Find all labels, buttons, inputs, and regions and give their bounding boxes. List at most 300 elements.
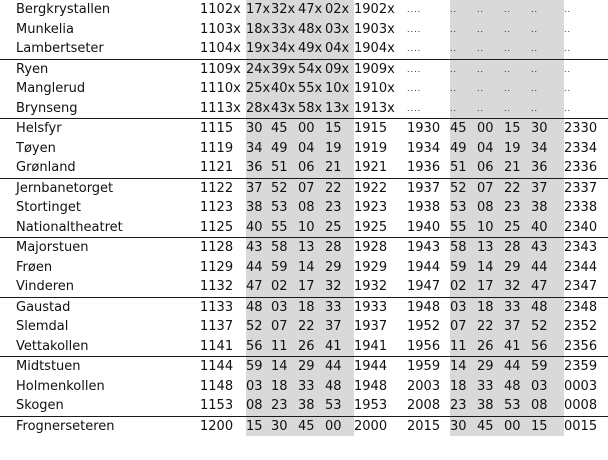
departure-time-cell: 34 (246, 139, 271, 159)
departure-time-cell: 13 (477, 238, 504, 258)
departure-time-cell: 14 (477, 258, 504, 278)
stop-name: Manglerud (16, 81, 86, 96)
table-row (0, 337, 608, 357)
departure-time-cell: 00 (477, 119, 504, 139)
departure-time-cell: 26 (298, 337, 325, 357)
departure-time-cell: .... (407, 44, 422, 53)
departure-time-cell: 48x (298, 20, 325, 40)
stop-name: Majorstuen (0, 238, 200, 258)
departure-time-cell: 33x (271, 20, 298, 40)
table-row (0, 317, 608, 337)
departure-time-cell: 1115 (200, 119, 246, 139)
departure-time-cell: 14 (450, 357, 477, 377)
departure-time-cell: 47x (298, 0, 325, 20)
departure-time-cell: 1959 (407, 357, 450, 377)
departure-time-cell: 08 (531, 396, 564, 416)
departure-time-cell: 1137 (200, 319, 234, 334)
departure-time-cell: 29 (477, 357, 504, 377)
departure-time-cell: 09x (325, 59, 354, 79)
departure-time-cell: 38 (246, 198, 271, 218)
departure-time-cell: 18 (450, 377, 477, 397)
departure-time-cell: 07 (477, 178, 504, 198)
departure-time-cell: 33 (504, 297, 531, 317)
table-row (0, 39, 608, 59)
stop-name: Bergkrystallen (16, 2, 111, 17)
departure-time-cell: 11 (271, 337, 298, 357)
departure-time-cell: 26 (477, 337, 504, 357)
table-row (0, 178, 608, 198)
departure-time-cell: 2359 (564, 357, 608, 377)
stop-name: Frognerseteren (0, 416, 200, 436)
departure-time-cell: 30 (246, 119, 271, 139)
departure-time-cell: 07 (271, 317, 298, 337)
departure-time-cell: 33 (325, 297, 354, 317)
table-row (0, 20, 608, 40)
departure-time-cell: 1953 (354, 398, 388, 413)
departure-time-cell: 1123 (200, 200, 234, 215)
departure-time-cell: 29 (298, 357, 325, 377)
departure-time-cell: 29 (325, 258, 354, 278)
stop-name: Brynseng (16, 100, 78, 116)
departure-time-cell: 1902x (354, 2, 395, 17)
departure-time-cell: 1129 (200, 259, 234, 275)
departure-time-cell: 22 (325, 178, 354, 198)
departure-time-cell: 13 (298, 238, 325, 258)
departure-time-cell: 1109x (200, 59, 246, 79)
departure-time-cell: 28 (325, 238, 354, 258)
table-row (0, 238, 608, 258)
departure-time-cell: 53 (271, 198, 298, 218)
departure-time-cell: 22 (477, 317, 504, 337)
departure-time-cell: 03 (246, 377, 271, 397)
departure-time-cell: 1128 (200, 238, 246, 258)
table-row (0, 357, 608, 377)
departure-time-cell: 1948 (354, 378, 388, 394)
departure-time-cell: 1125 (200, 219, 234, 235)
departure-time-cell: 1915 (354, 119, 407, 139)
departure-time-cell: 44 (325, 357, 354, 377)
departure-time-cell: 45 (271, 119, 298, 139)
departure-time-cell: .. (450, 59, 477, 79)
departure-time-cell: .... (407, 5, 422, 14)
departure-time-cell: .. (564, 59, 608, 79)
departure-time-cell: 59 (271, 258, 298, 278)
departure-time-cell: 36 (531, 158, 564, 178)
departure-time-cell: 55 (271, 218, 298, 238)
departure-time-cell: 1933 (354, 297, 407, 317)
departure-time-cell: 15 (504, 119, 531, 139)
departure-time-cell: 2348 (564, 297, 608, 317)
departure-time-cell: 49 (271, 139, 298, 159)
departure-time-cell: .. (564, 44, 572, 53)
table-row (0, 258, 608, 278)
departure-time-cell: 1104x (200, 41, 241, 56)
departure-time-cell: 22 (504, 178, 531, 198)
departure-time-cell: 38 (298, 396, 325, 416)
table-row (0, 396, 608, 416)
departure-time-cell: 37 (504, 317, 531, 337)
departure-time-cell: 41 (325, 337, 354, 357)
departure-time-cell: 25 (504, 218, 531, 238)
departure-time-cell: 06 (298, 158, 325, 178)
departure-time-cell: .. (477, 20, 504, 40)
departure-time-cell: 56 (531, 337, 564, 357)
departure-time-cell: 38 (477, 396, 504, 416)
departure-time-cell: 1938 (407, 200, 441, 215)
departure-time-cell: 53 (325, 396, 354, 416)
departure-time-cell: 1921 (354, 160, 388, 175)
departure-time-cell: 53 (504, 396, 531, 416)
departure-time-cell: 04 (298, 139, 325, 159)
departure-time-cell: 15 (246, 416, 271, 436)
departure-time-cell: 40x (271, 79, 298, 99)
departure-time-cell: 15 (325, 119, 354, 139)
departure-time-cell: 1903x (354, 21, 395, 37)
departure-time-cell: 1148 (200, 378, 234, 394)
departure-time-cell: 56 (246, 337, 271, 357)
departure-time-cell: 1200 (200, 416, 246, 436)
stop-name: Holmenkollen (16, 378, 105, 394)
departure-time-cell: 43 (531, 238, 564, 258)
departure-time-cell: 1103x (200, 21, 241, 37)
departure-time-cell: 1940 (407, 219, 441, 235)
departure-time-cell: 2343 (564, 238, 608, 258)
departure-time-cell: 47 (531, 277, 564, 297)
departure-time-cell: 03x (325, 20, 354, 40)
departure-time-cell: .. (564, 103, 572, 113)
departure-time-cell: 1925 (354, 219, 388, 235)
departure-time-cell: .. (450, 79, 477, 99)
table-row (0, 198, 608, 218)
departure-time-cell: .. (477, 39, 504, 59)
departure-time-cell: 11 (450, 337, 477, 357)
departure-time-cell: .... (407, 84, 422, 93)
departure-time-cell: 2336 (564, 160, 598, 175)
departure-time-cell: 48 (504, 377, 531, 397)
table-row (0, 158, 608, 178)
departure-time-cell: .. (531, 0, 564, 20)
departure-time-cell: 1930 (407, 119, 450, 139)
table-row (0, 139, 608, 159)
departure-time-cell: 1922 (354, 178, 407, 198)
departure-time-cell: 18 (298, 297, 325, 317)
departure-time-cell: 30 (531, 119, 564, 139)
stop-name: Stortinget (16, 200, 81, 215)
departure-time-cell: 1110x (200, 81, 241, 96)
departure-time-cell: 1102x (200, 2, 241, 17)
departure-time-cell: 58 (450, 238, 477, 258)
departure-time-cell: 00 (504, 416, 531, 436)
stop-name: Helsfyr (0, 119, 200, 139)
departure-time-cell: 37 (325, 317, 354, 337)
departure-time-cell: 44 (246, 258, 271, 278)
departure-time-cell: 1119 (200, 140, 234, 156)
departure-time-cell: 34x (271, 39, 298, 59)
departure-time-cell: 47 (246, 277, 271, 297)
departure-time-cell: 23 (271, 396, 298, 416)
departure-time-cell: 1923 (354, 200, 388, 215)
departure-time-cell: 25 (325, 218, 354, 238)
departure-time-cell: 48 (246, 297, 271, 317)
departure-time-cell: 2337 (564, 178, 608, 198)
departure-time-cell: 51 (271, 158, 298, 178)
departure-time-cell: 1956 (407, 338, 441, 354)
stop-name: Gaustad (0, 297, 200, 317)
departure-time-cell: 03 (271, 297, 298, 317)
departure-time-cell: 44 (504, 357, 531, 377)
departure-time-cell: 32 (325, 277, 354, 297)
departure-time-cell: 45 (298, 416, 325, 436)
departure-time-cell: 10 (298, 218, 325, 238)
table-row (0, 59, 608, 79)
departure-time-cell: 58x (298, 99, 325, 119)
departure-time-cell: 23 (450, 396, 477, 416)
departure-time-cell: 29 (504, 258, 531, 278)
departure-time-cell: 0015 (564, 416, 608, 436)
departure-time-cell: 48 (325, 377, 354, 397)
departure-time-cell: 14 (271, 357, 298, 377)
departure-time-cell: 33 (298, 377, 325, 397)
departure-time-cell: 00 (325, 416, 354, 436)
departure-time-cell: 19x (246, 39, 271, 59)
departure-time-cell: 1113x (200, 100, 241, 116)
departure-time-cell: .. (477, 59, 504, 79)
departure-time-cell: 10x (325, 79, 354, 99)
departure-time-cell: 1144 (200, 357, 246, 377)
departure-time-cell: 21 (325, 158, 354, 178)
departure-time-cell: .... (407, 59, 450, 79)
departure-time-cell: 2356 (564, 338, 598, 354)
departure-time-cell: 1141 (200, 338, 234, 354)
departure-time-cell: 2340 (564, 219, 598, 235)
departure-time-cell: 58 (271, 238, 298, 258)
departure-time-cell: 48 (531, 297, 564, 317)
departure-time-cell: 24x (246, 59, 271, 79)
departure-time-cell: 43 (246, 238, 271, 258)
departure-time-cell: 2003 (407, 378, 441, 394)
departure-time-cell: 1943 (407, 238, 450, 258)
departure-time-cell: 1944 (354, 357, 407, 377)
departure-time-cell: 18 (477, 297, 504, 317)
stop-name: Skogen (16, 398, 64, 413)
departure-time-cell: .. (531, 79, 564, 99)
departure-time-cell: 1153 (200, 398, 234, 413)
departure-time-cell: 1937 (407, 178, 450, 198)
departure-time-cell: 1952 (407, 319, 441, 334)
departure-time-cell: .. (477, 79, 504, 99)
departure-time-cell: 17x (246, 0, 271, 20)
stop-name: Midtstuen (0, 357, 200, 377)
departure-time-cell: .. (504, 79, 531, 99)
departure-time-cell: .. (564, 84, 572, 93)
departure-time-cell: 07 (298, 178, 325, 198)
departure-time-cell: 03 (531, 377, 564, 397)
departure-time-cell: 1909x (354, 59, 407, 79)
departure-time-cell: .. (477, 0, 504, 20)
departure-time-cell: 1937 (354, 319, 388, 334)
departure-time-cell: 55x (298, 79, 325, 99)
departure-time-cell: .. (531, 39, 564, 59)
departure-time-cell: 43x (271, 99, 298, 119)
departure-time-cell: .. (564, 24, 572, 34)
departure-time-cell: 0003 (564, 378, 598, 394)
departure-time-cell: 2330 (564, 119, 608, 139)
departure-time-cell: .. (450, 20, 477, 40)
departure-time-cell: 08 (298, 198, 325, 218)
departure-time-cell: .. (531, 59, 564, 79)
departure-time-cell: 40 (246, 218, 271, 238)
departure-time-cell: 39x (271, 59, 298, 79)
departure-time-cell: 04 (477, 139, 504, 159)
departure-time-cell: 59 (450, 258, 477, 278)
departure-time-cell: .. (504, 39, 531, 59)
departure-time-cell: .. (504, 99, 531, 119)
departure-time-cell: 2000 (354, 416, 407, 436)
departure-time-cell: 19 (325, 139, 354, 159)
departure-time-cell: 1936 (407, 160, 441, 175)
departure-time-cell: .. (531, 20, 564, 40)
departure-time-cell: .. (450, 99, 477, 119)
stop-name: Munkelia (16, 21, 74, 37)
departure-time-cell: 18 (271, 377, 298, 397)
departure-time-cell: 2338 (564, 200, 598, 215)
departure-time-cell: 14 (298, 258, 325, 278)
departure-time-cell: 30 (271, 416, 298, 436)
departure-time-cell: 22 (298, 317, 325, 337)
departure-time-cell: 02 (271, 277, 298, 297)
departure-time-cell: 2352 (564, 319, 598, 334)
departure-time-cell: 03 (450, 297, 477, 317)
departure-time-cell: 1913x (354, 100, 395, 116)
table-row (0, 79, 608, 99)
table-row (0, 99, 608, 119)
departure-time-cell: 23 (325, 198, 354, 218)
departure-time-cell: 45 (450, 119, 477, 139)
departure-time-cell: 2015 (407, 416, 450, 436)
departure-time-cell: .. (477, 99, 504, 119)
departure-time-cell: 52 (450, 178, 477, 198)
departure-time-cell: .. (531, 99, 564, 119)
stop-name: Ryen (0, 59, 200, 79)
departure-time-cell: 1132 (200, 279, 234, 294)
departure-time-cell: 52 (271, 178, 298, 198)
stop-name: Lambertseter (16, 41, 104, 56)
stop-name: Jernbanetorget (0, 178, 200, 198)
stop-name: Tøyen (16, 140, 56, 156)
table-row (0, 377, 608, 397)
departure-time-cell: 1948 (407, 297, 450, 317)
departure-time-cell: 13x (325, 99, 354, 119)
departure-time-cell: 02x (325, 0, 354, 20)
departure-time-cell: 34 (531, 139, 564, 159)
departure-time-cell: 0008 (564, 398, 598, 413)
departure-time-cell: 1121 (200, 160, 234, 175)
departure-time-cell: 02 (450, 277, 477, 297)
departure-time-cell: .... (407, 24, 422, 34)
departure-time-cell: 32x (271, 0, 298, 20)
departure-time-cell: .. (564, 5, 572, 14)
departure-time-cell: 19 (504, 139, 531, 159)
departure-time-cell: 1910x (354, 81, 395, 96)
departure-time-cell: 38 (531, 198, 564, 218)
departure-time-cell: 28 (504, 238, 531, 258)
departure-time-cell: 06 (477, 158, 504, 178)
departure-time-cell: 1133 (200, 297, 246, 317)
table-row (0, 0, 608, 20)
departure-time-cell: 55 (450, 218, 477, 238)
stop-name: Nationaltheatret (16, 219, 123, 235)
departure-time-cell: 1932 (354, 279, 388, 294)
departure-time-cell: 40 (531, 218, 564, 238)
departure-time-cell: 49 (450, 139, 477, 159)
stop-name: Vinderen (16, 279, 75, 294)
departure-time-cell: 1934 (407, 140, 441, 156)
departure-time-cell: 52 (246, 317, 271, 337)
departure-time-cell: .. (450, 0, 477, 20)
departure-time-cell: .. (504, 20, 531, 40)
departure-time-cell: 07 (450, 317, 477, 337)
departure-time-cell: 59 (246, 357, 271, 377)
departure-time-cell: 2008 (407, 398, 441, 413)
departure-time-cell: 2334 (564, 140, 598, 156)
departure-time-cell: 54x (298, 59, 325, 79)
departure-time-cell: 30 (450, 416, 477, 436)
departure-time-cell: 32 (504, 277, 531, 297)
departure-time-cell: .. (450, 39, 477, 59)
table-row (0, 297, 608, 317)
departure-time-cell: 17 (477, 277, 504, 297)
departure-time-cell: 37 (246, 178, 271, 198)
departure-time-cell: 59 (531, 357, 564, 377)
departure-time-cell: 15 (531, 416, 564, 436)
departure-time-cell: 49x (298, 39, 325, 59)
departure-time-cell: 37 (531, 178, 564, 198)
departure-time-cell: 53 (450, 198, 477, 218)
departure-time-cell: 51 (450, 158, 477, 178)
stop-name: Vettakollen (16, 338, 89, 354)
departure-time-cell: 1904x (354, 41, 395, 56)
departure-time-cell: 2347 (564, 279, 598, 294)
table-row (0, 218, 608, 238)
departure-time-cell: .. (504, 59, 531, 79)
departure-time-cell: 52 (531, 317, 564, 337)
departure-time-cell: 10 (477, 218, 504, 238)
departure-time-cell: 2344 (564, 259, 598, 275)
departure-time-cell: 1919 (354, 140, 388, 156)
departure-time-cell: 41 (504, 337, 531, 357)
departure-time-cell: 21 (504, 158, 531, 178)
departure-time-cell: 17 (298, 277, 325, 297)
departure-time-cell: 25x (246, 79, 271, 99)
departure-time-cell: 08 (477, 198, 504, 218)
departure-time-cell: 33 (477, 377, 504, 397)
departure-time-cell: 44 (531, 258, 564, 278)
departure-time-cell: 1929 (354, 259, 388, 275)
table-row (0, 416, 608, 436)
departure-time-cell: 36 (246, 158, 271, 178)
departure-time-cell: 18x (246, 20, 271, 40)
stop-name: Slemdal (16, 319, 69, 334)
departure-time-cell: 04x (325, 39, 354, 59)
stop-name: Frøen (16, 259, 53, 275)
departure-time-cell: 00 (298, 119, 325, 139)
table-row (0, 119, 608, 139)
table-row (0, 277, 608, 297)
stop-name: Grønland (16, 160, 76, 175)
departure-time-cell: .. (504, 0, 531, 20)
departure-time-cell: 08 (246, 396, 271, 416)
departure-time-cell: 1928 (354, 238, 407, 258)
